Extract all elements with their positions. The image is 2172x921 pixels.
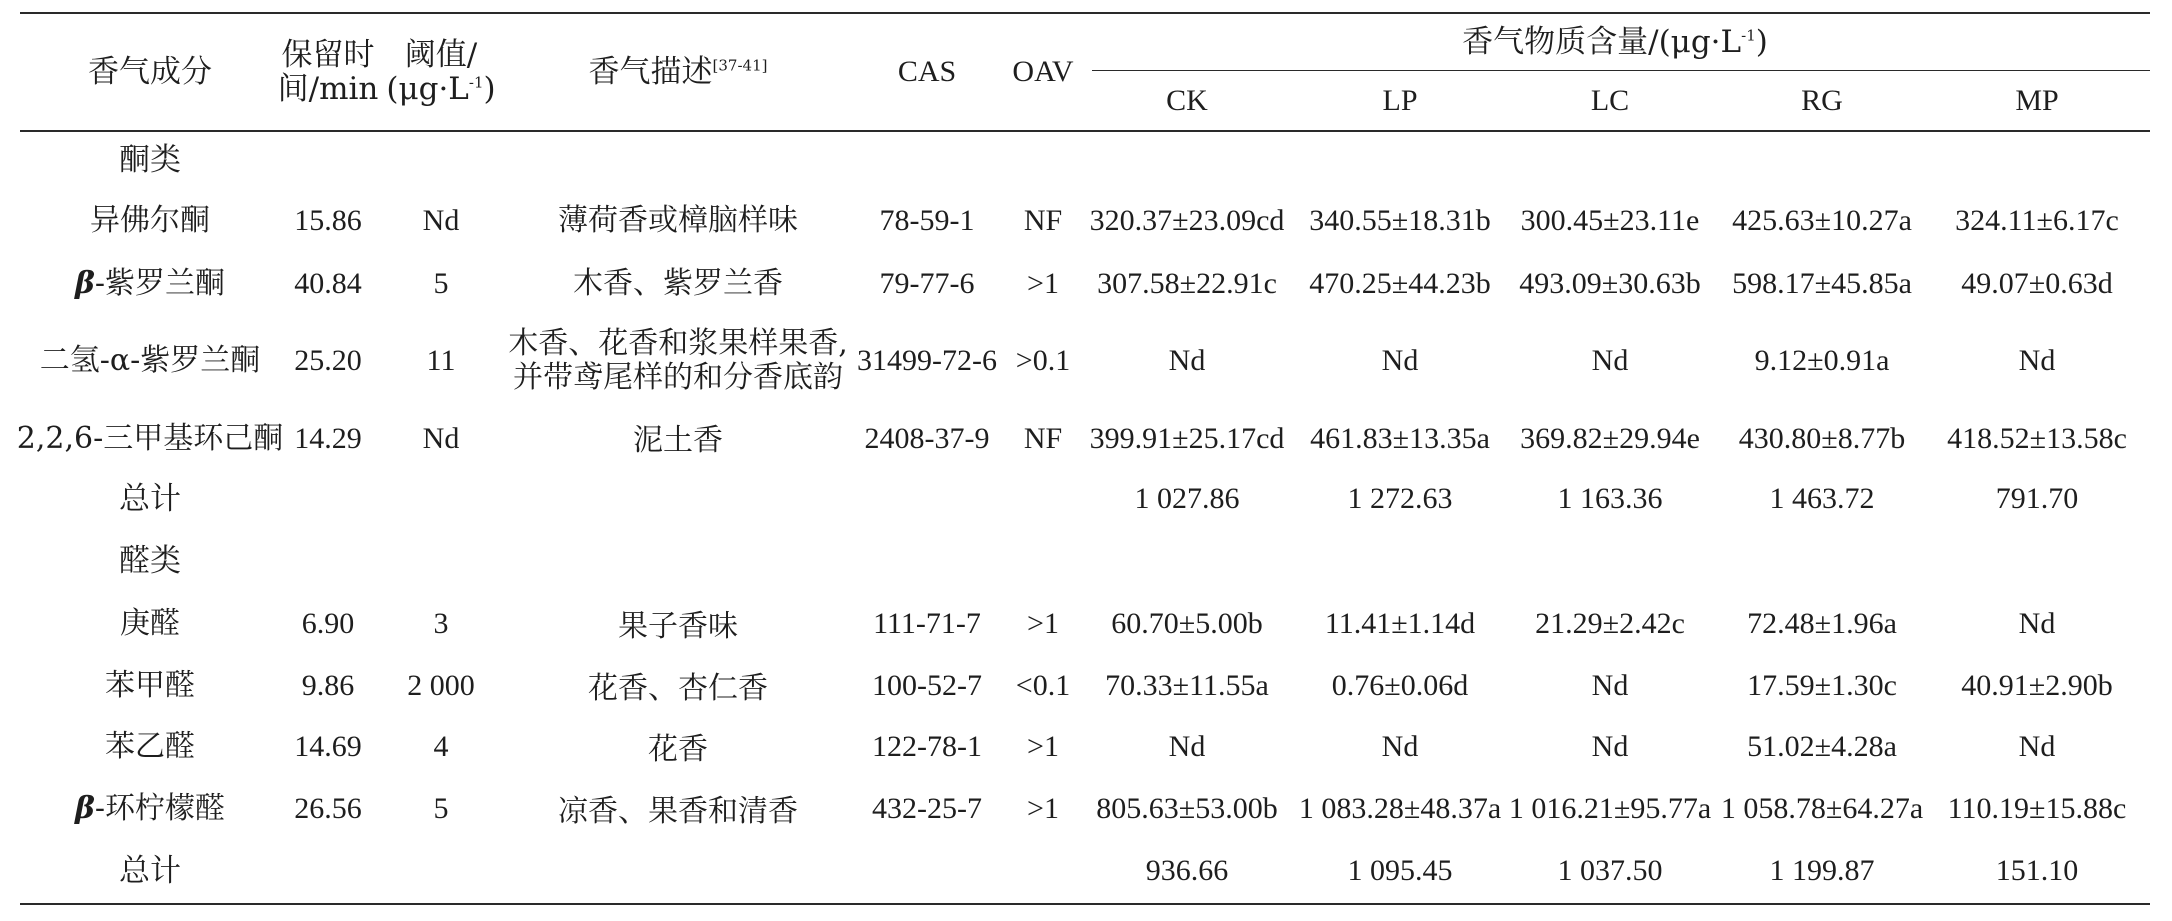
row-value-rg: 17.59±1.30c [1747, 669, 1897, 702]
group-label-aldehydes: 醛类 [119, 543, 181, 579]
header-sample-rg: RG [1801, 84, 1843, 117]
row-description: 薄荷香或樟脑样味 [558, 203, 798, 238]
row-value-ck: 805.63±53.00b [1096, 792, 1278, 825]
row-retention-time: 9.86 [301, 669, 355, 702]
row-value-ck: 320.37±23.09cd [1089, 204, 1285, 237]
row-value-rg: 425.63±10.27a [1732, 204, 1912, 237]
row-description: 木香、紫罗兰香 [573, 266, 783, 301]
row-value-ck: 70.33±11.55a [1105, 669, 1269, 702]
row-description: 凉香、果香和清香 [558, 794, 798, 829]
row-value-ck: 307.58±22.91c [1097, 267, 1277, 300]
row-compound-name: 庚醛 [120, 606, 180, 641]
row-cas: 2408-37-9 [864, 422, 990, 455]
row-value-mp: 324.11±6.17c [1955, 204, 2119, 237]
row-value-lc: 300.45±23.11e [1520, 204, 1700, 237]
row-retention-time: 14.29 [294, 422, 362, 455]
row-value-lp: 461.83±13.35a [1310, 422, 1490, 455]
row-compound-name: 2,2,6-三甲基环己酮 [16, 421, 284, 456]
row-oav: >1 [1027, 792, 1059, 825]
table-bottom-rule [20, 903, 2150, 905]
row-threshold: 3 [433, 607, 449, 640]
header-retention-time [278, 38, 379, 106]
header-retention-time-line2: 间/min [277, 71, 379, 107]
row-total-ck: 1 027.86 [1134, 482, 1240, 515]
row-total-rg: 1 199.87 [1769, 854, 1875, 887]
row-retention-time: 40.84 [294, 267, 362, 300]
row-value-mp: 49.07±0.63d [1961, 267, 2113, 300]
row-value-lp: 340.55±18.31b [1309, 204, 1491, 237]
row-value-ck: 399.91±25.17cd [1089, 422, 1285, 455]
row-value-rg: 598.17±45.85a [1732, 267, 1912, 300]
row-retention-time: 15.86 [294, 204, 362, 237]
header-content-group-superscript: -1 [1741, 26, 1756, 45]
row-threshold: 5 [433, 267, 449, 300]
row-total-label: 总计 [119, 853, 181, 889]
row-compound-name: 苯乙醛 [105, 729, 195, 764]
row-value-lp: 0.76±0.06d [1331, 669, 1469, 702]
row-description: 泥土香 [633, 423, 723, 458]
row-cas: 122-78-1 [872, 730, 982, 763]
header-description-label: 香气描述 [588, 54, 713, 90]
row-compound-prefix: β [74, 791, 95, 826]
header-content-group-label: 香气物质含量/(μg·L [1462, 24, 1742, 60]
row-oav: >1 [1027, 730, 1059, 763]
row-description: 花香、杏仁香 [588, 671, 768, 706]
row-total-lc: 1 163.36 [1557, 482, 1663, 515]
row-retention-time: 14.69 [294, 730, 362, 763]
content-group-rule [1092, 70, 2150, 71]
row-description-line1: 木香、花香和浆果样果香, [508, 326, 848, 361]
header-cas: CAS [897, 55, 957, 88]
row-compound-prefix: β [74, 266, 95, 301]
row-description: 果子香味 [618, 609, 738, 644]
header-content-group [1462, 24, 1768, 60]
row-value-mp: 40.91±2.90b [1961, 669, 2113, 702]
row-cas: 31499-72-6 [857, 344, 997, 377]
group-label-ketones: 酮类 [119, 142, 181, 178]
row-value-lc: 1 016.21±95.77a [1508, 792, 1712, 825]
header-threshold-superscript: -1 [468, 73, 484, 92]
row-value-lc: 369.82±29.94e [1520, 422, 1700, 455]
row-compound-name: 二氢-α-紫罗兰酮 [39, 343, 261, 378]
row-oav: >1 [1027, 267, 1059, 300]
row-total-ck: 936.66 [1145, 854, 1229, 887]
row-oav: >0.1 [1015, 344, 1071, 377]
row-value-mp: Nd [2018, 607, 2056, 640]
row-oav: >1 [1027, 607, 1059, 640]
row-value-rg: 72.48±1.96a [1747, 607, 1897, 640]
row-value-mp: 110.19±15.88c [1947, 792, 2127, 825]
row-value-lc: 493.09±30.63b [1519, 267, 1701, 300]
row-value-mp: Nd [2018, 344, 2056, 377]
row-compound-stem: -环柠檬醛 [94, 791, 226, 826]
table-header-rule [20, 130, 2150, 132]
header-oav: OAV [1012, 55, 1074, 88]
row-retention-time: 26.56 [294, 792, 362, 825]
header-sample-mp: MP [2015, 84, 2059, 117]
header-sample-ck: CK [1166, 84, 1208, 117]
row-value-ck: Nd [1168, 344, 1206, 377]
row-value-ck: 60.70±5.00b [1111, 607, 1263, 640]
row-cas: 111-71-7 [873, 607, 981, 640]
row-cas: 100-52-7 [872, 669, 982, 702]
row-threshold: 4 [433, 730, 449, 763]
row-oav: NF [1023, 204, 1063, 237]
header-description-citation: [37-41] [712, 56, 768, 75]
row-value-lp: 11.41±1.14d [1324, 607, 1476, 640]
row-compound-name [75, 266, 225, 302]
row-value-lc: Nd [1591, 344, 1629, 377]
header-threshold-line1: 阈值/ [404, 37, 478, 73]
header-sample-lp: LP [1382, 84, 1418, 117]
row-compound-name [75, 791, 225, 827]
row-value-mp: 418.52±13.58c [1947, 422, 2127, 455]
header-retention-time-line1: 保留时 [281, 37, 375, 73]
row-value-lc: Nd [1591, 730, 1629, 763]
row-cas: 79-77-6 [879, 267, 975, 300]
header-threshold [386, 38, 495, 106]
row-threshold: Nd [422, 204, 460, 237]
row-total-label: 总计 [119, 481, 181, 517]
row-total-lp: 1 272.63 [1347, 482, 1453, 515]
row-description-line2: 并带鸢尾样的和分香底韵 [512, 360, 843, 395]
row-value-lp: Nd [1381, 344, 1419, 377]
row-threshold: 2 000 [407, 669, 475, 702]
header-description [589, 54, 768, 90]
row-retention-time: 25.20 [294, 344, 362, 377]
row-total-lp: 1 095.45 [1347, 854, 1453, 887]
row-oav: NF [1023, 422, 1063, 455]
row-cas: 78-59-1 [879, 204, 975, 237]
row-threshold: 5 [433, 792, 449, 825]
row-compound-name: 苯甲醛 [105, 668, 195, 703]
row-description: 花香 [648, 732, 708, 767]
header-threshold-line2: (μg·L [386, 71, 469, 107]
row-value-lp: 470.25±44.23b [1309, 267, 1491, 300]
row-compound-stem: -紫罗兰酮 [94, 266, 226, 301]
row-total-mp: 791.70 [1995, 482, 2079, 515]
row-value-lp: 1 083.28±48.37a [1298, 792, 1502, 825]
row-description [508, 327, 848, 395]
row-compound-name: 异佛尔酮 [90, 203, 210, 238]
row-total-mp: 151.10 [1995, 854, 2079, 887]
row-value-lc: 21.29±2.42c [1535, 607, 1685, 640]
row-value-lc: Nd [1591, 669, 1629, 702]
row-value-mp: Nd [2018, 730, 2056, 763]
row-value-rg: 430.80±8.77b [1738, 422, 1906, 455]
row-value-lp: Nd [1381, 730, 1419, 763]
row-value-rg: 51.02±4.28a [1747, 730, 1897, 763]
row-total-lc: 1 037.50 [1557, 854, 1663, 887]
row-cas: 432-25-7 [872, 792, 982, 825]
header-aroma-component: 香气成分 [88, 54, 212, 90]
header-sample-lc: LC [1590, 84, 1630, 117]
row-oav: <0.1 [1015, 669, 1071, 702]
row-retention-time: 6.90 [301, 607, 355, 640]
row-value-rg: 1 058.78±64.27a [1720, 792, 1924, 825]
header-threshold-close: ) [483, 71, 496, 107]
header-content-group-close: ) [1755, 24, 1768, 60]
table-top-rule [20, 12, 2150, 14]
row-value-rg: 9.12±0.91a [1754, 344, 1890, 377]
row-value-ck: Nd [1168, 730, 1206, 763]
row-threshold: Nd [422, 422, 460, 455]
row-total-rg: 1 463.72 [1769, 482, 1875, 515]
row-threshold: 11 [426, 344, 456, 377]
